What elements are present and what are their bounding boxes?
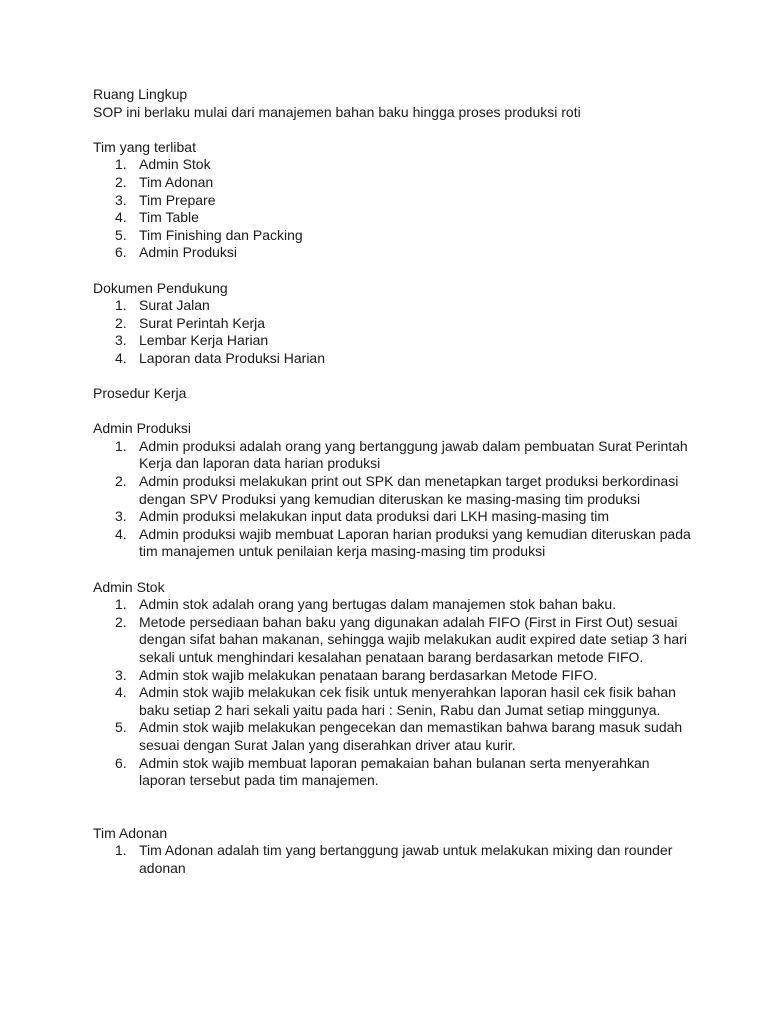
documents-heading: Dokumen Pendukung — [93, 279, 228, 296]
list-item-number: 4. — [115, 209, 127, 226]
list-item — [93, 614, 693, 667]
list-item-text: Tim Adonan — [139, 173, 214, 190]
tim-adonan-list — [93, 842, 693, 877]
list-item — [93, 315, 693, 333]
documents-list — [93, 297, 693, 367]
list-item — [93, 596, 693, 614]
list-item-number: 4. — [115, 525, 127, 542]
list-item — [93, 156, 693, 174]
list-item — [93, 755, 693, 790]
list-item-number: 1. — [115, 297, 127, 314]
list-item — [93, 227, 693, 245]
list-item-number: 2. — [115, 473, 127, 490]
list-item — [93, 508, 693, 526]
list-item — [93, 244, 693, 262]
list-item-text: Lembar Kerja Harian — [139, 332, 269, 349]
teams-heading: Tim yang terlibat — [93, 138, 196, 155]
list-item-text: Tim Adonan adalah tim yang bertanggung jawab untuk melakukan mixing dan rounder adonan — [139, 842, 673, 876]
list-item-number: 2. — [115, 314, 127, 331]
list-item-text: Admin produksi melakukan print out SPK dan menetapkan target produksi berkordinasi dengan SPV Produksi yang kemudian diteruskan ke masing-masing tim produksi — [139, 473, 679, 507]
list-item — [93, 842, 693, 877]
list-item-number: 6. — [115, 754, 127, 771]
list-item-number: 3. — [115, 666, 127, 683]
list-item-text: Tim Table — [139, 209, 199, 226]
list-item-text: Surat Jalan — [139, 297, 210, 314]
list-item-number: 1. — [115, 842, 127, 859]
document-page — [93, 86, 693, 878]
list-item — [93, 719, 693, 754]
procedure-heading: Prosedur Kerja — [93, 385, 187, 402]
spacer — [93, 561, 693, 579]
admin-stok-heading: Admin Stok — [93, 578, 165, 595]
list-item-text: Laporan data Produksi Harian — [139, 349, 326, 366]
list-item-number: 1. — [115, 596, 127, 613]
list-item — [93, 209, 693, 227]
list-item — [93, 526, 693, 561]
list-item-text: Metode persediaan bahan baku yang digunakan adalah FIFO (First in First Out) sesuai dengan sifat bahan makanan, sehingga wajib melakukan audit expired date setiap 3 hari sekali untuk menghindari kesalahan penataan barang berdasarkan metode FIFO. — [139, 613, 687, 665]
list-item-text: Tim Finishing dan Packing — [139, 226, 303, 243]
list-item-text: Admin stok wajib membuat laporan pemakaian bahan bulanan serta menyerahkan laporan tersebut pada tim manajemen. — [139, 754, 650, 789]
spacer — [93, 121, 693, 139]
list-item — [93, 192, 693, 210]
list-item-number: 4. — [115, 684, 127, 701]
list-item-number: 4. — [115, 349, 127, 366]
list-item-text: Admin stok wajib melakukan penataan barang berdasarkan Metode FIFO. — [139, 666, 598, 683]
list-item — [93, 473, 693, 508]
scope-heading: Ruang Lingkup — [93, 86, 188, 102]
list-item-number: 1. — [115, 437, 127, 454]
spacer — [93, 262, 693, 280]
list-item — [93, 350, 693, 368]
scope-text: SOP ini berlaku mulai dari manajemen bahan baku hingga proses produksi roti — [93, 103, 581, 120]
list-item-number: 2. — [115, 613, 127, 630]
list-item-number: 3. — [115, 332, 127, 349]
teams-list — [93, 156, 693, 262]
list-item-number: 5. — [115, 719, 127, 736]
list-item-text: Admin stok adalah orang yang bertugas dalam manajemen stok bahan baku. — [139, 596, 617, 613]
list-item — [93, 297, 693, 315]
admin-produksi-heading: Admin Produksi — [93, 420, 192, 437]
list-item-number: 3. — [115, 191, 127, 208]
list-item-number: 2. — [115, 173, 127, 190]
list-item-text: Admin stok wajib melakukan pengecekan dan memastikan bahwa barang masuk sudah sesuai dengan Surat Jalan yang diserahkan driver atau kurir. — [139, 719, 683, 753]
list-item — [93, 438, 693, 473]
list-item — [93, 667, 693, 685]
list-item-number: 3. — [115, 508, 127, 525]
list-item-number: 6. — [115, 244, 127, 261]
list-item-text: Admin Produksi — [139, 244, 238, 261]
tim-adonan-heading: Tim Adonan — [93, 824, 168, 841]
list-item — [93, 174, 693, 192]
admin-produksi-list — [93, 438, 693, 561]
list-item-text: Admin Stok — [139, 156, 211, 173]
list-item — [93, 332, 693, 350]
admin-stok-list — [93, 596, 693, 790]
list-item-text: Admin produksi wajib membuat Laporan harian produksi yang kemudian diteruskan pada tim manajemen untuk penilaian kerja masing-masing tim produksi — [139, 525, 691, 560]
spacer — [93, 403, 693, 421]
list-item-number: 5. — [115, 226, 127, 243]
spacer — [93, 790, 693, 825]
list-item-text: Admin produksi melakukan input data produksi dari LKH masing-masing tim — [139, 508, 609, 525]
list-item — [93, 684, 693, 719]
list-item-text: Surat Perintah Kerja — [139, 314, 266, 331]
list-item-number: 1. — [115, 156, 127, 173]
spacer — [93, 368, 693, 386]
list-item-text: Admin produksi adalah orang yang bertanggung jawab dalam pembuatan Surat Perintah Kerja dan laporan data harian produksi — [139, 437, 688, 472]
list-item-text: Admin stok wajib melakukan cek fisik untuk menyerahkan laporan hasil cek fisik bahan baku setiap 2 hari sekali yaitu pada hari : Senin, Rabu dan Jumat setiap minggunya. — [139, 684, 676, 718]
list-item-text: Tim Prepare — [139, 191, 216, 208]
